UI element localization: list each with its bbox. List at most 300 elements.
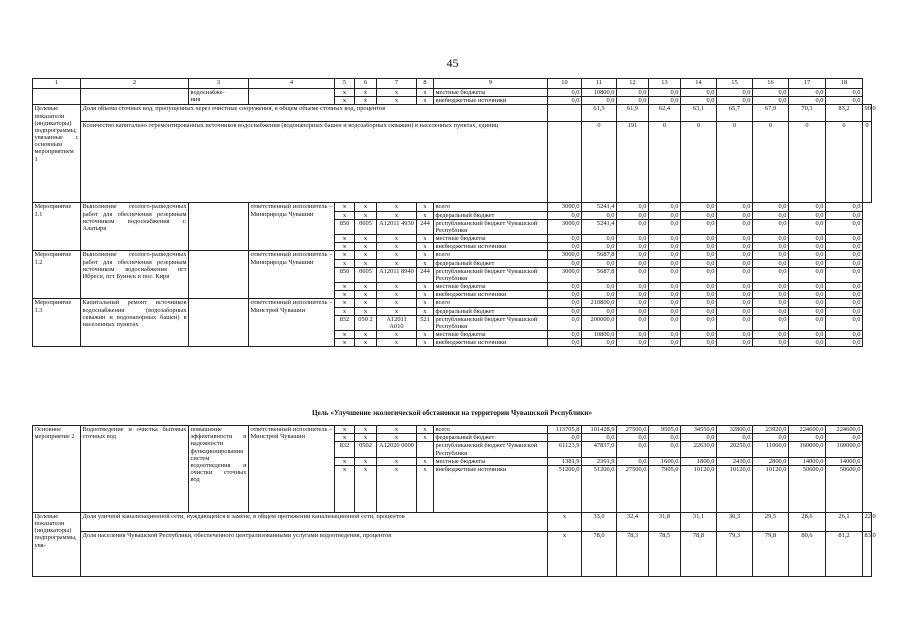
value-cell: 0,0 bbox=[717, 89, 753, 97]
program-table-upper bbox=[32, 78, 876, 347]
budget-code-cell: x bbox=[335, 457, 355, 465]
value-cell: 0,0 bbox=[717, 211, 753, 219]
budget-code-cell: x bbox=[335, 291, 355, 299]
executor-cell: ответственный исполнитель – Минстрой Чувашии bbox=[249, 426, 335, 513]
value-cell: 0,0 bbox=[753, 307, 789, 315]
value-cell: 63,1 bbox=[681, 105, 717, 122]
value-cell: 0,0 bbox=[717, 259, 753, 267]
funding-source-cell: местные бюджеты bbox=[434, 283, 548, 291]
value-cell: 0,0 bbox=[649, 299, 681, 307]
budget-code-cell: x bbox=[335, 211, 355, 219]
value-cell: 2430,0 bbox=[717, 457, 753, 465]
value-cell: 0,0 bbox=[789, 434, 826, 442]
budget-code-cell: x bbox=[355, 307, 377, 315]
target-indicator-row bbox=[33, 512, 872, 531]
budget-code-cell: x bbox=[355, 203, 377, 211]
value-cell: 0,0 bbox=[649, 291, 681, 299]
budget-code-cell: 050 2 bbox=[355, 315, 377, 330]
value-cell: 0,0 bbox=[548, 89, 582, 97]
budget-code-cell: x bbox=[417, 243, 434, 251]
empty-cell bbox=[249, 89, 335, 105]
budget-code-cell: x bbox=[417, 331, 434, 339]
value-cell: 0,0 bbox=[717, 243, 753, 251]
value-cell: 0,0 bbox=[826, 299, 863, 307]
budget-code-cell: x bbox=[417, 434, 434, 442]
funding-source-cell: местные бюджеты bbox=[434, 457, 548, 465]
value-cell: 0,0 bbox=[681, 211, 717, 219]
column-number-cell: 15 bbox=[717, 79, 753, 89]
value-cell: 0,0 bbox=[753, 259, 789, 267]
value-cell: 0 bbox=[649, 122, 681, 203]
targets-label-cell: Целевые показатели (индикаторы) подпрограммы, увя- bbox=[33, 512, 81, 576]
funding-source-cell: федеральный бюджет bbox=[434, 307, 548, 315]
value-cell: 0,0 bbox=[789, 243, 826, 251]
value-cell: 0,0 bbox=[753, 203, 789, 211]
value-cell: 5241,4 bbox=[582, 219, 617, 234]
main-measure-name-cell: Водоотведение и очистка бытовых сточных вод bbox=[81, 426, 189, 513]
value-cell: 0,0 bbox=[681, 259, 717, 267]
page-number: 45 bbox=[446, 56, 459, 70]
value-cell: 0,0 bbox=[582, 243, 617, 251]
funding-source-cell: федеральный бюджет bbox=[434, 259, 548, 267]
value-cell: 0,0 bbox=[617, 283, 649, 291]
value-cell: 0,0 bbox=[789, 283, 826, 291]
value-cell: 0,0 bbox=[753, 97, 789, 105]
value-cell: 0,0 bbox=[617, 299, 649, 307]
budget-code-cell: 0605 bbox=[355, 267, 377, 282]
budget-code-cell: 0605 bbox=[355, 219, 377, 234]
indicator-text-cell: Доля населения Чувашской Республики, обеспеченного централизованными услугами водоотведения, процентов bbox=[81, 531, 548, 576]
value-cell: 0,0 bbox=[617, 203, 649, 211]
empty-cell bbox=[548, 105, 582, 122]
value-cell: 200000,0 bbox=[582, 315, 617, 330]
value-cell: 14000,0 bbox=[826, 457, 863, 465]
value-cell: 0,0 bbox=[617, 243, 649, 251]
column-number-cell: 14 bbox=[681, 79, 717, 89]
executor-cell: ответственный исполнитель – Минприроды Чувашии bbox=[249, 203, 335, 251]
column-number-cell: 13 bbox=[649, 79, 681, 89]
value-cell: 0,0 bbox=[649, 219, 681, 234]
value-cell: 30,3 bbox=[717, 512, 753, 531]
value-cell: 0,0 bbox=[753, 267, 789, 282]
funding-source-cell: местные бюджеты bbox=[434, 331, 548, 339]
budget-code-cell: x bbox=[377, 291, 417, 299]
funding-source-cell: внебюджетные источники bbox=[434, 291, 548, 299]
budget-code-cell: x bbox=[355, 259, 377, 267]
value-cell: 7905,0 bbox=[649, 465, 681, 512]
value-cell: 10800,0 bbox=[582, 331, 617, 339]
value-cell: 0,0 bbox=[548, 331, 582, 339]
value-cell: 0,0 bbox=[548, 283, 582, 291]
value-cell: 0,0 bbox=[717, 283, 753, 291]
value-cell: 20250,0 bbox=[717, 442, 753, 457]
budget-code-cell: x bbox=[355, 299, 377, 307]
value-cell: 0,0 bbox=[753, 219, 789, 234]
empty-cell bbox=[33, 89, 81, 105]
value-cell: 79,8 bbox=[753, 531, 789, 576]
budget-code-cell: x bbox=[377, 89, 417, 97]
value-cell: 0,0 bbox=[649, 307, 681, 315]
value-cell: 3000,0 bbox=[548, 219, 582, 234]
value-cell: 0,0 bbox=[617, 434, 649, 442]
budget-code-cell: x bbox=[335, 251, 355, 259]
value-cell: 0,0 bbox=[826, 434, 863, 442]
budget-code-cell: x bbox=[355, 235, 377, 243]
budget-code-cell: x bbox=[355, 339, 377, 347]
value-cell: 28,6 bbox=[789, 512, 826, 531]
value-cell: 0,0 bbox=[617, 251, 649, 259]
budget-code-cell: x bbox=[377, 259, 417, 267]
value-cell: 3000,0 bbox=[548, 251, 582, 259]
value-cell: 0,0 bbox=[617, 442, 649, 457]
value-cell: 22630,0 bbox=[681, 442, 717, 457]
budget-code-cell: x bbox=[377, 331, 417, 339]
budget-code-cell: x bbox=[417, 291, 434, 299]
indicator-text-cell: Доля уличной канализационной сети, нуждающейся в замене, в общем протяжении канализационной сети, процентов bbox=[81, 512, 548, 531]
budget-code-cell: x bbox=[417, 307, 434, 315]
value-cell: 191 bbox=[617, 122, 649, 203]
value-cell: 32,4 bbox=[617, 512, 649, 531]
empty-cell bbox=[81, 89, 189, 105]
value-cell: 0,0 bbox=[617, 211, 649, 219]
value-cell: 0,0 bbox=[582, 307, 617, 315]
budget-code-cell: x bbox=[377, 465, 417, 512]
value-cell: 0,0 bbox=[548, 434, 582, 442]
budget-code-cell: x bbox=[417, 235, 434, 243]
value-cell: 0,0 bbox=[826, 283, 863, 291]
value-cell: 81,2 bbox=[826, 531, 863, 576]
measure-label-cell: Мероприятие 1.2 bbox=[33, 251, 81, 299]
value-cell: 62,4 bbox=[649, 105, 681, 122]
value-cell: 33,0 bbox=[582, 512, 617, 531]
value-cell: 0,0 bbox=[826, 243, 863, 251]
value-cell: 0,0 bbox=[789, 89, 826, 97]
budget-code-cell: x bbox=[417, 339, 434, 347]
budget-code-cell: x bbox=[417, 211, 434, 219]
value-cell: 0,0 bbox=[826, 97, 863, 105]
value-cell: 0,0 bbox=[789, 315, 826, 330]
indicator-mark-cell: x bbox=[548, 512, 582, 531]
value-cell: 0,0 bbox=[548, 315, 582, 330]
value-cell: 90,0 bbox=[863, 105, 872, 122]
value-cell: 3000,0 bbox=[548, 267, 582, 282]
column-number-cell: 2 bbox=[81, 79, 189, 89]
value-cell: 113705,8 bbox=[548, 426, 582, 434]
value-cell: 51200,0 bbox=[548, 465, 582, 512]
indicator-mark-cell: x bbox=[548, 531, 582, 576]
value-cell: 0,0 bbox=[753, 283, 789, 291]
value-cell: 0,0 bbox=[826, 251, 863, 259]
budget-code-cell: x bbox=[377, 97, 417, 105]
main-measure-label-cell: Основное мероприятие 2 bbox=[33, 426, 81, 513]
budget-code-cell: x bbox=[377, 457, 417, 465]
value-cell: 0,0 bbox=[717, 251, 753, 259]
budget-code-cell: x bbox=[335, 339, 355, 347]
value-cell: 0 bbox=[826, 122, 863, 203]
funding-source-cell: всего bbox=[434, 251, 548, 259]
budget-code-cell: 0502 bbox=[355, 442, 377, 457]
value-cell: 0,0 bbox=[789, 211, 826, 219]
value-cell: 0,0 bbox=[617, 97, 649, 105]
value-cell: 0,0 bbox=[617, 89, 649, 97]
budget-code-cell: 832 bbox=[335, 442, 355, 457]
value-cell: 0,0 bbox=[649, 259, 681, 267]
value-cell: 0,0 bbox=[789, 299, 826, 307]
value-cell: 0,0 bbox=[649, 331, 681, 339]
value-cell: 10120,0 bbox=[717, 465, 753, 512]
value-cell: 1381,9 bbox=[548, 457, 582, 465]
value-cell: 0,0 bbox=[548, 243, 582, 251]
value-cell: 0,0 bbox=[649, 267, 681, 282]
value-cell: 0,0 bbox=[681, 299, 717, 307]
expected-result-cell: повышение эффективности и надежности функционирования систем водоотведения и очистки сточных вод bbox=[189, 426, 249, 513]
value-cell: 0,0 bbox=[681, 219, 717, 234]
value-cell: 0,0 bbox=[617, 339, 649, 347]
value-cell: 0,0 bbox=[753, 251, 789, 259]
budget-code-cell: x bbox=[417, 465, 434, 512]
column-number-cell: 12 bbox=[617, 79, 649, 89]
value-cell: 0,0 bbox=[826, 89, 863, 97]
value-cell: 0 bbox=[681, 122, 717, 203]
funding-row bbox=[33, 203, 872, 211]
funding-source-cell: внебюджетные источники bbox=[434, 465, 548, 512]
column-number-cell: 1 bbox=[33, 79, 81, 89]
value-cell: 0,0 bbox=[789, 331, 826, 339]
budget-code-cell: x bbox=[377, 251, 417, 259]
value-cell: 29,5 bbox=[753, 512, 789, 531]
value-cell: 0,0 bbox=[753, 434, 789, 442]
value-cell: 160000,0 bbox=[826, 442, 863, 457]
value-cell: 0,0 bbox=[681, 315, 717, 330]
funding-source-cell: внебюджетные источники bbox=[434, 339, 548, 347]
budget-code-cell: x bbox=[335, 235, 355, 243]
funding-source-cell: всего bbox=[434, 426, 548, 434]
value-cell: 0,0 bbox=[753, 235, 789, 243]
value-cell: 0,0 bbox=[617, 259, 649, 267]
budget-code-cell: x bbox=[355, 457, 377, 465]
indicator-text-cell: Доля объема сточных вод, пропущенных через очистные сооружения, в общем объеме сточных вод, процентов bbox=[81, 105, 548, 122]
measure-name-cell: Выполнение геолого-разведочных работ для обеспечения резервным источником водоснабжения пгт Ибреси, пгт Буинск и пос. Киря bbox=[81, 251, 189, 299]
value-cell: 78,0 bbox=[582, 531, 617, 576]
value-cell: 0,0 bbox=[753, 89, 789, 97]
value-cell: 0,0 bbox=[617, 331, 649, 339]
funding-source-cell: внебюджетные источники bbox=[434, 97, 548, 105]
budget-code-cell: x bbox=[417, 251, 434, 259]
value-cell: 0,0 bbox=[582, 283, 617, 291]
value-cell: 0,0 bbox=[826, 267, 863, 282]
funding-source-cell: федеральный бюджет bbox=[434, 211, 548, 219]
value-cell: 0,0 bbox=[617, 315, 649, 330]
budget-code-cell: x bbox=[377, 307, 417, 315]
value-cell: 0,0 bbox=[649, 339, 681, 347]
value-cell: 0,0 bbox=[582, 259, 617, 267]
value-cell: 5687,8 bbox=[582, 267, 617, 282]
budget-code-cell: x bbox=[355, 89, 377, 97]
value-cell: 224600,0 bbox=[789, 426, 826, 434]
budget-code-cell: x bbox=[355, 291, 377, 299]
targets-label-cell: Целевые показатели (индикаторы) подпрограммы, увязанные с основным мероприятием 1 bbox=[33, 105, 81, 203]
value-cell: 0,0 bbox=[617, 291, 649, 299]
budget-code-cell: x bbox=[417, 457, 434, 465]
value-cell: 0,0 bbox=[753, 291, 789, 299]
value-cell: 0,0 bbox=[681, 243, 717, 251]
value-cell: 0,0 bbox=[826, 259, 863, 267]
value-cell: 0,0 bbox=[826, 315, 863, 330]
value-cell: 27500,0 bbox=[617, 465, 649, 512]
value-cell: 0,0 bbox=[753, 339, 789, 347]
budget-code-cell: 850 bbox=[335, 267, 355, 282]
value-cell: 0,0 bbox=[717, 291, 753, 299]
value-cell: 0,0 bbox=[617, 235, 649, 243]
budget-code-cell: x bbox=[355, 426, 377, 434]
value-cell: 0,0 bbox=[681, 97, 717, 105]
value-cell: 23920,0 bbox=[753, 426, 789, 434]
value-cell: 0,0 bbox=[681, 331, 717, 339]
value-cell: 0,0 bbox=[617, 457, 649, 465]
value-cell: 0 bbox=[753, 122, 789, 203]
value-cell: 0 bbox=[582, 122, 617, 203]
value-cell: 50600,0 bbox=[789, 465, 826, 512]
executor-cell: ответственный исполнитель – Минстрой Чувашии bbox=[249, 299, 335, 347]
value-cell: 5687,8 bbox=[582, 251, 617, 259]
budget-code-cell: 244 bbox=[417, 267, 434, 282]
value-cell: 0,0 bbox=[649, 211, 681, 219]
value-cell: 0,0 bbox=[789, 97, 826, 105]
value-cell: 79,3 bbox=[717, 531, 753, 576]
budget-code-cell: А12011 4930 bbox=[377, 219, 417, 234]
value-cell: 0,0 bbox=[681, 251, 717, 259]
value-cell: 3000,0 bbox=[548, 203, 582, 211]
value-cell: 0,0 bbox=[681, 235, 717, 243]
value-cell: 0,0 bbox=[789, 259, 826, 267]
value-cell: 0,0 bbox=[649, 442, 681, 457]
column-number-cell: 3 bbox=[189, 79, 249, 89]
value-cell: 83,0 bbox=[863, 531, 872, 576]
column-number-cell: 7 bbox=[377, 79, 417, 89]
budget-code-cell: x bbox=[417, 203, 434, 211]
budget-code-cell: x bbox=[377, 243, 417, 251]
value-cell: 10800,0 bbox=[582, 89, 617, 97]
budget-code-cell: x bbox=[377, 235, 417, 243]
value-cell: 1600,0 bbox=[649, 457, 681, 465]
value-cell: 47837,0 bbox=[582, 442, 617, 457]
header-row bbox=[33, 79, 872, 89]
value-cell: 0,0 bbox=[548, 235, 582, 243]
budget-code-cell: x bbox=[335, 243, 355, 251]
budget-code-cell: x bbox=[377, 339, 417, 347]
budget-code-cell: x bbox=[377, 434, 417, 442]
budget-code-cell: x bbox=[335, 426, 355, 434]
value-cell: 26,1 bbox=[826, 512, 863, 531]
value-cell: 0,0 bbox=[717, 434, 753, 442]
value-cell: 0,0 bbox=[753, 315, 789, 330]
value-cell: 160000,0 bbox=[789, 442, 826, 457]
value-cell: 1800,0 bbox=[681, 457, 717, 465]
value-cell: 0,0 bbox=[548, 299, 582, 307]
value-cell: 11000,0 bbox=[753, 442, 789, 457]
budget-code-cell: x bbox=[417, 299, 434, 307]
value-cell: 50600,0 bbox=[826, 465, 863, 512]
value-cell: 0,0 bbox=[717, 219, 753, 234]
value-cell: 0 bbox=[789, 122, 826, 203]
value-cell: 0,0 bbox=[582, 339, 617, 347]
value-cell: 0,0 bbox=[681, 434, 717, 442]
target-indicator-row bbox=[33, 531, 872, 576]
value-cell: 27500,0 bbox=[617, 426, 649, 434]
budget-code-cell: x bbox=[355, 243, 377, 251]
budget-code-cell: 521 bbox=[417, 315, 434, 330]
funding-row bbox=[33, 251, 872, 259]
value-cell: 0,0 bbox=[717, 235, 753, 243]
budget-code-cell: x bbox=[335, 307, 355, 315]
value-cell: 31,1 bbox=[681, 512, 717, 531]
value-cell: 0,0 bbox=[717, 203, 753, 211]
value-cell: 0,0 bbox=[548, 259, 582, 267]
budget-code-cell: x bbox=[335, 97, 355, 105]
budget-code-cell: x bbox=[335, 259, 355, 267]
value-cell: 0,0 bbox=[681, 307, 717, 315]
value-cell: 61123,9 bbox=[548, 442, 582, 457]
value-cell: 83,2 bbox=[826, 105, 863, 122]
value-cell: 0,0 bbox=[789, 291, 826, 299]
value-cell: 0 bbox=[863, 122, 872, 203]
goal-heading: Цель «Улучшение экологической обстановки на территории Чувашской Республики» bbox=[311, 409, 593, 417]
value-cell: 2800,0 bbox=[753, 457, 789, 465]
budget-code-cell: x bbox=[417, 283, 434, 291]
value-cell: 0,0 bbox=[789, 267, 826, 282]
executor-cell: ответственный исполнитель – Минприроды Чувашии bbox=[249, 251, 335, 299]
value-cell: 0,0 bbox=[681, 291, 717, 299]
expected-result-cell: водоснабже- ния bbox=[189, 89, 249, 105]
value-cell: 0,0 bbox=[649, 283, 681, 291]
funding-row bbox=[33, 89, 872, 97]
budget-code-cell: А12011 А010 bbox=[377, 315, 417, 330]
target-indicator-row bbox=[33, 122, 872, 203]
empty-cell bbox=[548, 122, 582, 203]
indicator-text-cell: Количество капитально отремонтированных источников водоснабжения (водонапорных башен и водозаборных скважин) в населенных пунктах, единиц bbox=[81, 122, 548, 203]
value-cell: 0,0 bbox=[789, 219, 826, 234]
funding-source-cell: республиканский бюджет Чувашской Республики bbox=[434, 315, 548, 330]
funding-source-cell: республиканский бюджет Чувашской Республики bbox=[434, 267, 548, 282]
funding-source-cell: местные бюджеты bbox=[434, 89, 548, 97]
value-cell: 51200,0 bbox=[582, 465, 617, 512]
program-table-lower bbox=[32, 425, 876, 577]
column-number-cell: 10 bbox=[548, 79, 582, 89]
budget-code-cell: x bbox=[355, 251, 377, 259]
funding-source-cell: республиканский бюджет Чувашской Республики bbox=[434, 219, 548, 234]
budget-code-cell: x bbox=[335, 283, 355, 291]
value-cell: 0,0 bbox=[548, 97, 582, 105]
value-cell: 0,0 bbox=[789, 307, 826, 315]
budget-code-cell: x bbox=[335, 465, 355, 512]
funding-source-cell: местные бюджеты bbox=[434, 235, 548, 243]
measure-name-cell: Выполнение геолого-разведочных работ для обеспечения резервным источником водоснабжения г. Алатыря bbox=[81, 203, 189, 251]
target-indicator-row bbox=[33, 105, 872, 122]
value-cell: 0,0 bbox=[717, 339, 753, 347]
value-cell: 0,0 bbox=[789, 235, 826, 243]
value-cell: 0,0 bbox=[826, 203, 863, 211]
column-number-cell: 17 bbox=[789, 79, 826, 89]
budget-code-cell: x bbox=[355, 434, 377, 442]
value-cell: 0,0 bbox=[617, 267, 649, 282]
value-cell: 61,9 bbox=[617, 105, 649, 122]
value-cell: 0,0 bbox=[753, 331, 789, 339]
budget-code-cell: x bbox=[377, 203, 417, 211]
budget-code-cell: x bbox=[335, 89, 355, 97]
value-cell: 61,5 bbox=[582, 105, 617, 122]
value-cell: 0,0 bbox=[582, 291, 617, 299]
funding-source-cell: всего bbox=[434, 299, 548, 307]
